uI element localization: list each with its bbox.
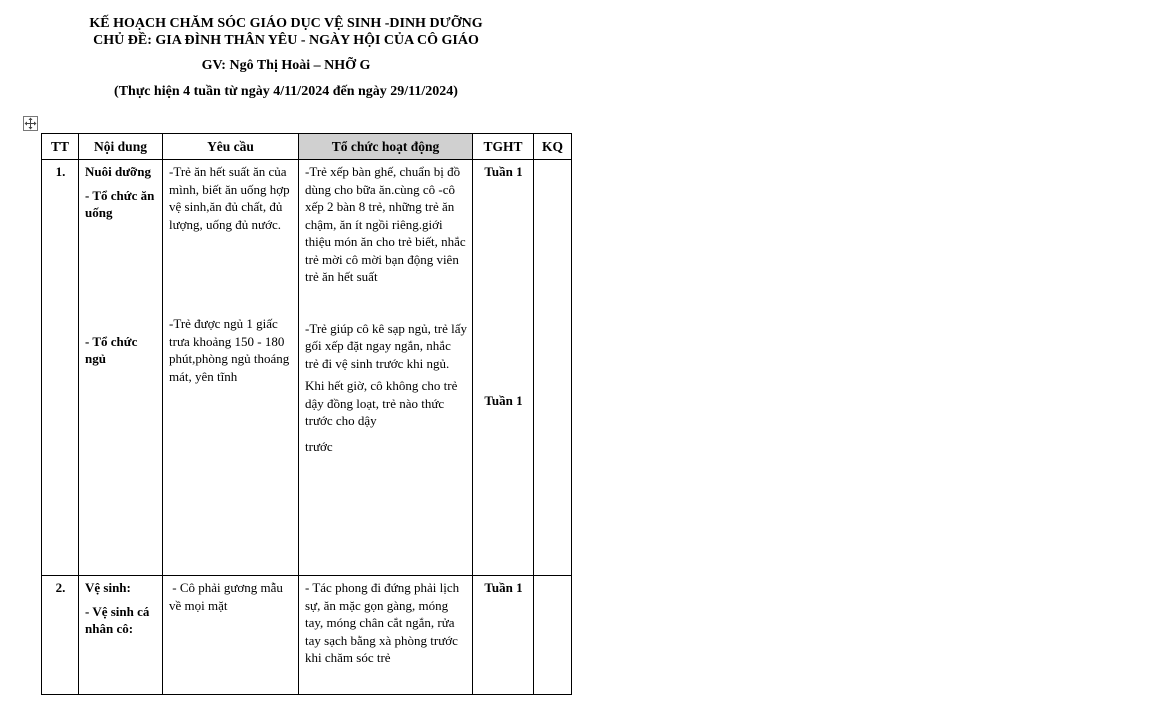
content-cell [79,576,163,695]
row-number-cell [42,576,79,695]
col-header-kq: KQ [534,134,572,160]
row-number-cell [42,160,79,576]
tght-week-hygiene: Tuần 1 [484,580,523,595]
table-row [42,576,572,695]
teacher-line: GV: Ngô Thị Hoài – NHỠ G [201,58,371,73]
plan-title: KẾ HOẠCH CHĂM SÓC GIÁO DỤC VỆ SINH -DINH DƯỠNG [89,16,483,31]
activity-cell [299,160,473,576]
requirement-cell [163,576,299,695]
activity-wake-up-cont: trước [305,438,333,454]
content-sub-eating: - Tổ chức ăn uống [85,187,155,220]
content-main: Vệ sinh: [85,580,131,595]
move-arrows-icon[interactable] [23,116,38,131]
content-sub-hygiene: - Vệ sinh cá nhân cô: [85,603,150,636]
row-number: 2. [55,580,66,595]
col-header-tt: TT [42,134,79,160]
tght-week-sleeping: Tuần 1 [484,392,523,408]
content-main: Nuôi dưỡng [85,164,151,179]
content-sub-sleeping: - Tổ chức ngủ [85,333,138,366]
row-number: 1. [55,164,66,179]
table-row [42,160,572,576]
tght-cell [473,576,534,695]
activity-sleeping-prep: -Trẻ giúp cô kê sạp ngủ, trẻ lấy gối xếp đặt ngay ngắn, nhắc trẻ đi vệ sinh trước khi ngủ. [305,320,467,371]
col-header-content: Nội dung [79,134,163,160]
activity-hygiene: - Tác phong đi đứng phải lịch sự, ăn mặc gọn gàng, móng tay, móng chân cắt ngắn, rửa tay sạch bằng xà phòng trước khi chăm sóc trẻ [305,580,460,665]
activity-eating: -Trẻ xếp bàn ghế, chuẩn bị đồ dùng cho bữa ăn.cùng cô -cô xếp 2 bàn 8 trẻ, những trẻ ăn chậm, ăn ít ngồi riêng.giới thiệu món ăn cho trẻ biết, nhắc trẻ mời cô mời bạn động viên trẻ ăn hết suất [305,164,466,284]
tght-cell [473,160,534,576]
care-plan-table [41,133,572,695]
activity-wake-up: Khi hết giờ, cô không cho trẻ dậy đồng loạt, trẻ nào thức trước cho dậy [305,378,458,428]
requirement-eating: -Trẻ ăn hết suất ăn của mình, biết ăn uống hợp vệ sinh,ăn đủ chất, đủ lượng, uống đủ nước. [169,164,290,232]
kq-value [534,160,571,163]
theme-title: CHỦ ĐỀ: GIA ĐÌNH THÂN YÊU - NGÀY HỘI CỦA CÔ GIÁO [93,33,479,48]
col-header-requirement: Yêu cầu [163,134,299,160]
kq-cell[interactable] [534,576,572,695]
requirement-hygiene: - Cô phải gương mẫu về mọi mặt [169,580,287,613]
tght-week-eating: Tuần 1 [484,164,523,179]
kq-cell[interactable] [534,160,572,576]
kq-value [534,576,571,579]
period-line: (Thực hiện 4 tuần từ ngày 4/11/2024 đến ngày 29/11/2024) [114,84,458,99]
col-header-tght: TGHT [473,134,534,160]
requirement-cell [163,160,299,576]
col-header-activity: Tổ chức hoạt động [299,134,473,160]
activity-cell [299,576,473,695]
requirement-sleeping: -Trẻ được ngủ 1 giấc trưa khoảng 150 - 180 phút,phòng ngủ thoáng mát, yên tĩnh [169,316,290,384]
table-header-row [42,134,572,160]
content-cell [79,160,163,576]
